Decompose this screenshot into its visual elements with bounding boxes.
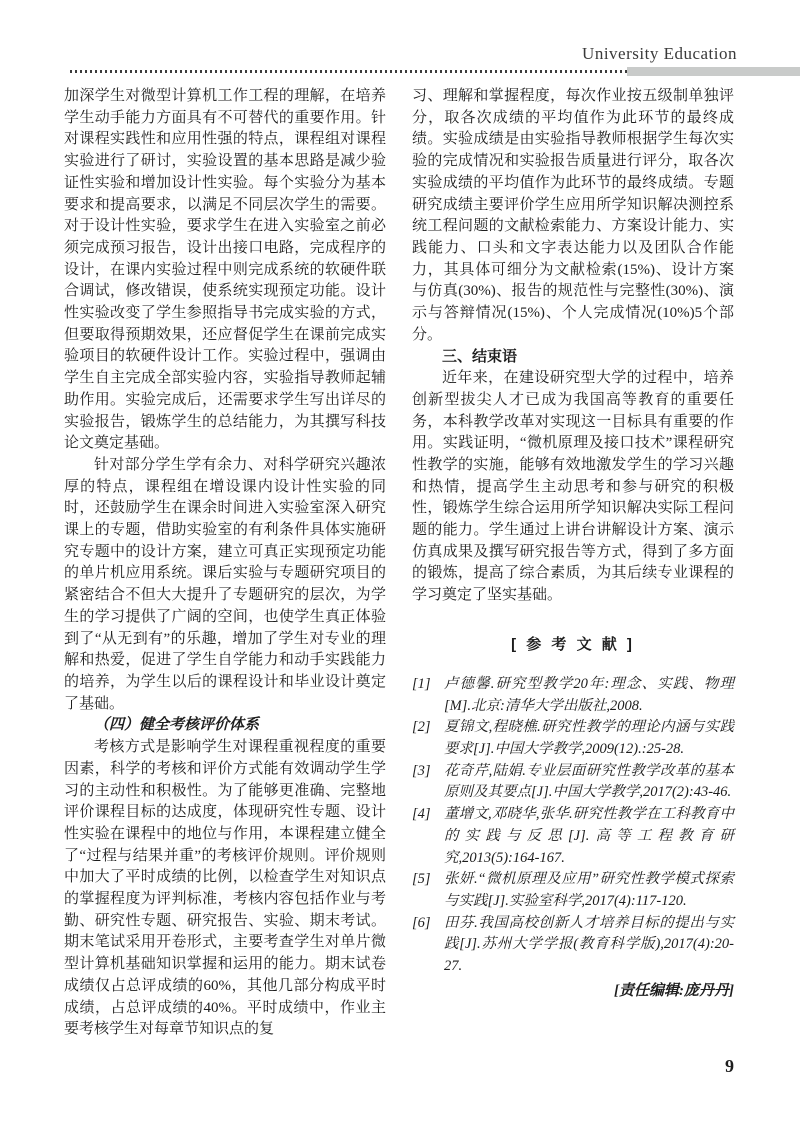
reference-item bbox=[412, 717, 734, 760]
journal-name: University Education bbox=[582, 44, 737, 63]
paragraph-research-topics: 针对部分学生学有余力、对科学研究兴趣浓厚的特点，课程组在增设课内设计性实验的同时，还鼓励学生在课余时间进入实验室深入研究课上的专题，借助实验室的有利条件具体实施研究专题中的设计方案，建立可真正实现预定功能的单片机应用系统。课后实验与专题研究项目的紧密结合不但大大提升了专题研究的层次，为学生的学习提供了广阔的空间，也使学生真正体验到了“从无到有”的乐趣，增加了学生对专业的理解和热爱，促进了学生自学能力和动手实践能力的培养，为学生以后的课程设计和毕业设计奠定了基础。 bbox=[64, 456, 386, 712]
references-title: [ 参 考 文 献 ] bbox=[511, 635, 635, 653]
dotted-rule bbox=[70, 70, 627, 73]
left-column bbox=[64, 86, 386, 1041]
header-gray-bar bbox=[627, 67, 800, 76]
paragraph-experiment-design: 加深学生对微型计算机工作工程的理解，在培养学生动手能力方面具有不可替代的重要作用。针对课程实践性和应用性强的特点，课程组对课程实验进行了研讨，实验设置的基本思路是减少验证性实验和增加设计性实验。每个实验分为基本要求和提高要求，以满足不同层次学生的需要。对于设计性实验，要求学生在进入实验室之前必须完成预习报告，设计出接口电路，完成程序的设计，在课内实验过程中则完成系统的软硬件联合调试，修改错误，使系统实现预定功能。设计性实验改变了学生参照指导书完成实验的方式，但要取得预期效果，还应督促学生在课前完成实验项目的软硬件设计工作。实验过程中，强调由学生自主完成全部实验内容，实验指导教师起辅助作用。实验完成后，还需要求学生写出详尽的实验报告，锻炼学生的总结能力，为其撰写科技论文奠定基础。 bbox=[64, 88, 386, 452]
right-column bbox=[412, 86, 734, 1000]
reference-number: [6] bbox=[412, 914, 431, 931]
section-heading-conclusion: 三、结束语 bbox=[442, 348, 518, 366]
reference-number: [2] bbox=[412, 719, 431, 736]
reference-number: [1] bbox=[412, 675, 431, 692]
editor-note: [责任编辑:庞丹丹] bbox=[614, 982, 734, 999]
section-heading-assessment-system: （四）健全考核评价体系 bbox=[94, 717, 260, 734]
reference-text: 董增文,邓晓华,张华.研究性教学在工科教育中的实践与反思[J].高等工程教育研究,2013(5):164-167. bbox=[444, 806, 734, 866]
reference-item bbox=[412, 761, 734, 804]
paragraph-conclusion: 近年来，在建设研究型大学的过程中，培养创新型拔尖人才已成为我国高等教育的重要任务，本科教学改革对实现这一目标具有重要的作用。实践证明，“微机原理及接口技术”课程研究性教学的实施，能够有效地激发学生的学习兴趣和热情，提高学生主动思考和参与研究的积极性，锻炼学生综合运用所学知识解决实际工程问题的能力。学生通过上讲台讲解设计方案、演示仿真成果及撰写研究报告等方式，得到了多方面的锻炼，提高了综合素质，为其后续专业课程的学习奠定了坚实基础。 bbox=[412, 370, 734, 604]
reference-text: 田芬.我国高校创新人才培养目标的提出与实践[J].苏州大学学报(教育科学版),2017(4):20-27. bbox=[444, 914, 734, 975]
page-number: 9 bbox=[725, 1056, 734, 1076]
paragraph-assessment-method: 考核方式是影响学生对课程重视程度的重要因素，科学的考核和评价方式能有效调动学生学习的主动性和积极性。为了能够更准确、完整地评价课程目标的达成度，体现研究性专题、设计性实验在课程中的地位与作用，本课程建立健全了“过程与结果并重”的考核评价规则。评价规则中加大了平时成绩的比例，以检查学生对知识点的掌握程度为评判标准，考核内容包括作业与考勤、研究性专题、研究报告、实验、期末考试。期末笔试采用开卷形式，主要考查学生对单片微型计算机基础知识掌握和运用的能力。期末试卷成绩仅占总评成绩的60%，其他几部分构成平时成绩，占总评成绩的40%。平时成绩中，作业主要考核学生对每章节知识点的复 bbox=[64, 739, 386, 1038]
reference-number: [5] bbox=[412, 871, 431, 888]
reference-text: 花奇芹,陆娟.专业层面研究性教学改革的基本原则及其要点[J].中国大学教学,2017(2):43-46. bbox=[444, 762, 734, 801]
reference-item bbox=[412, 674, 734, 717]
reference-number: [3] bbox=[412, 762, 431, 779]
paragraph-grading-details: 习、理解和掌握程度，每次作业按五级制单独评分，取各次成绩的平均值作为此环节的最终成绩。实验成绩是由实验指导教师根据学生每次实验的完成情况和实验报告质量进行评分，取各次实验成绩的平均值作为此环节的最终成绩。专题研究成绩主要评价学生应用所学知识解决测控系统工程问题的文献检索能力、方案设计能力、实践能力、口头和文字表达能力以及团队合作能力，其具体可细分为文献检索(15%)、设计方案与仿真(30%)、报告的规范性与完整性(30%)、演示与答辩情况(15%)、个人完成情况(10%)5个部分。 bbox=[412, 88, 734, 343]
reference-item bbox=[412, 804, 734, 869]
references-list bbox=[412, 674, 734, 978]
reference-item bbox=[412, 913, 734, 978]
reference-text: 夏锦文,程晓樵.研究性教学的理论内涵与实践要求[J].中国大学教学,2009(12).:25-28. bbox=[444, 719, 734, 757]
reference-text: 卢德馨.研究型教学20年:理念、实践、物理[M].北京:清华大学出版社,2008. bbox=[444, 675, 734, 714]
reference-item bbox=[412, 869, 734, 912]
reference-text: 张妍.“微机原理及应用”研究性教学模式探索与实践[J].实验室科学,2017(4):117-120. bbox=[444, 871, 734, 909]
reference-number: [4] bbox=[412, 806, 431, 823]
